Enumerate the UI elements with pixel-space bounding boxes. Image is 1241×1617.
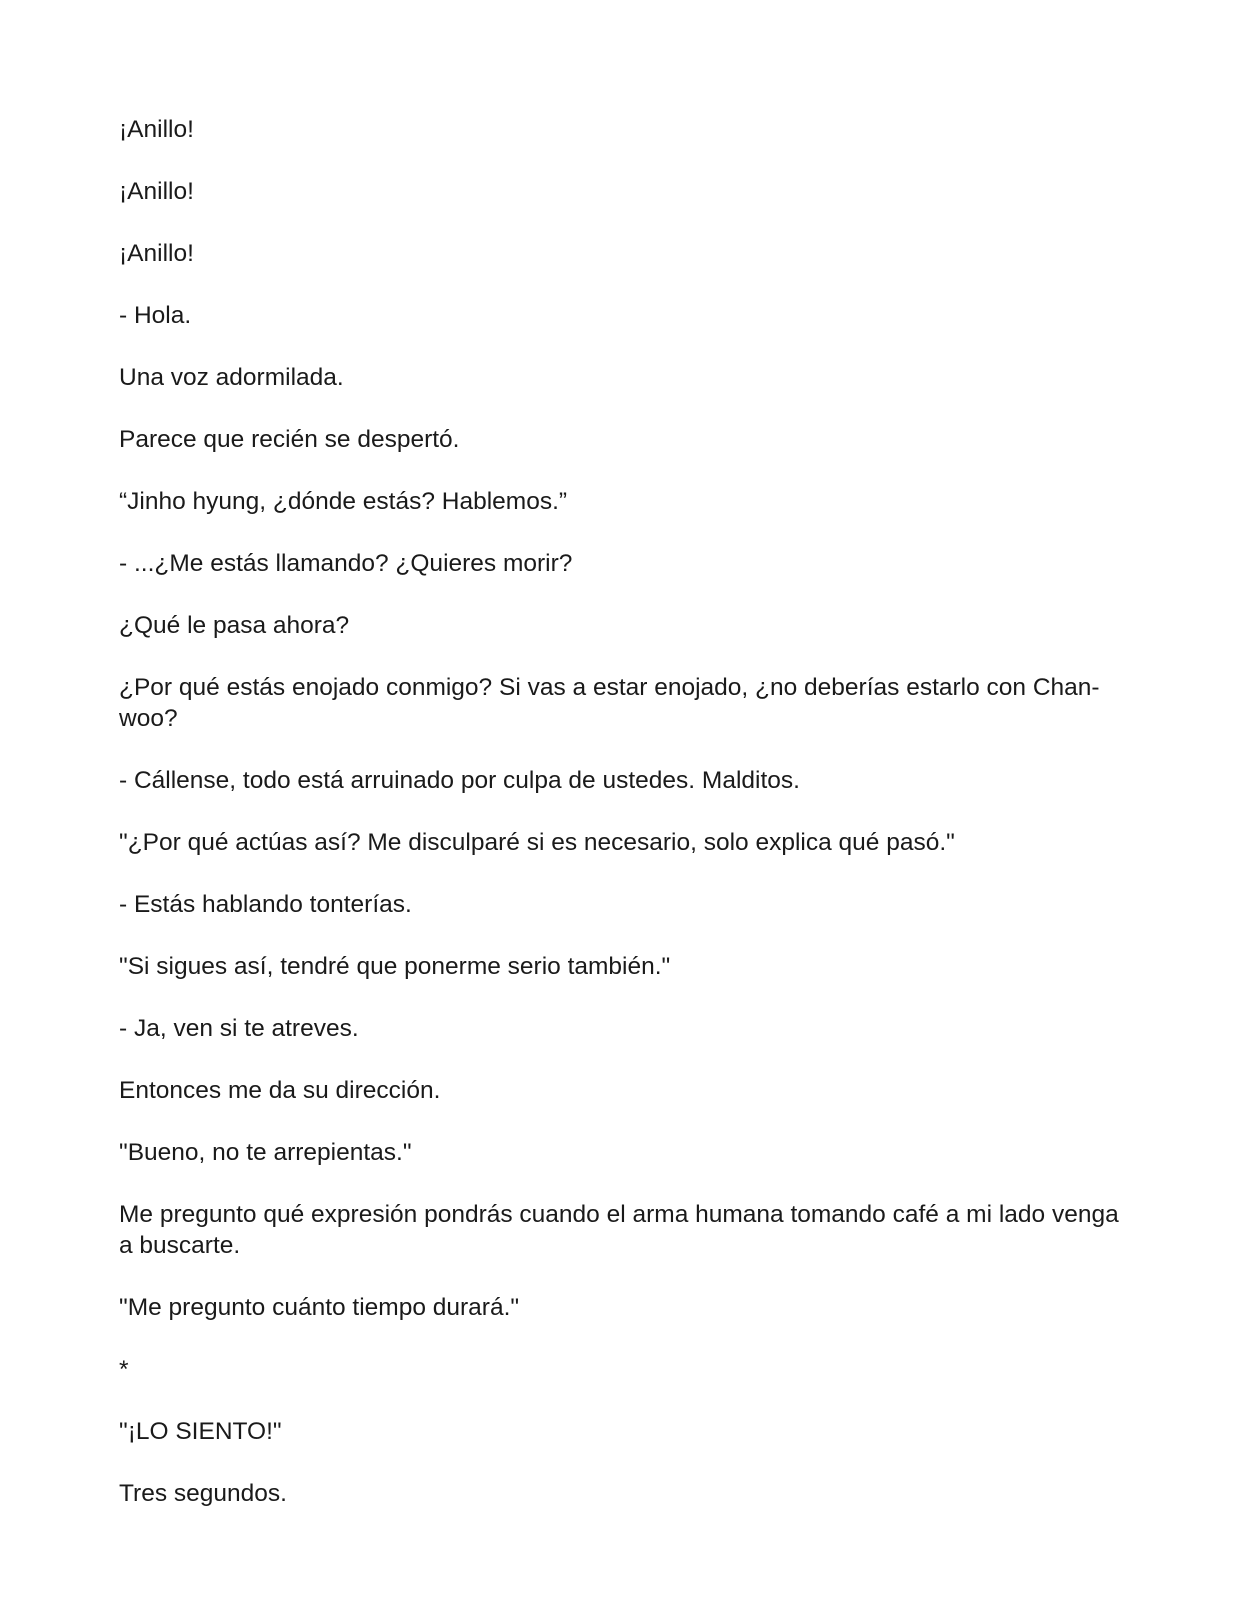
paragraph: ¡Anillo! — [119, 116, 194, 143]
paragraph: - Hola. — [119, 302, 192, 329]
paragraph: - Ja, ven si te atreves. — [119, 1015, 359, 1042]
paragraph: “Jinho hyung, ¿dónde estás? Hablemos.” — [119, 488, 568, 515]
paragraph: ¡Anillo! — [119, 178, 194, 205]
paragraph: - Estás hablando tonterías. — [119, 891, 412, 918]
paragraph: - Cállense, todo está arruinado por culpa de ustedes. Malditos. — [119, 767, 800, 794]
paragraph: ¿Qué le pasa ahora? — [119, 612, 350, 639]
paragraph: "¿Por qué actúas así? Me disculparé si es necesario, solo explica qué pasó." — [119, 829, 955, 856]
paragraph: - ...¿Me estás llamando? ¿Quieres morir? — [119, 550, 573, 577]
paragraph: Parece que recién se despertó. — [119, 426, 460, 453]
scene-break: * — [119, 1356, 129, 1383]
paragraph: "Me pregunto cuánto tiempo durará." — [119, 1294, 520, 1321]
paragraph: Entonces me da su dirección. — [119, 1077, 441, 1104]
paragraph: Una voz adormilada. — [119, 364, 344, 391]
document-body — [119, 114, 1129, 1540]
paragraph: "Bueno, no te arrepientas." — [119, 1139, 412, 1166]
paragraph: "Si sigues así, tendré que ponerme serio también." — [119, 953, 671, 980]
paragraph: "¡LO SIENTO!" — [119, 1418, 282, 1445]
paragraph: Tres segundos. — [119, 1480, 287, 1507]
paragraph: Me pregunto qué expresión pondrás cuando el arma humana tomando café a mi lado venga a buscarte. — [119, 1201, 1119, 1259]
paragraph: ¡Anillo! — [119, 240, 194, 267]
paragraph: ¿Por qué estás enojado conmigo? Si vas a estar enojado, ¿no deberías estarlo con Chan-woo? — [119, 674, 1100, 732]
